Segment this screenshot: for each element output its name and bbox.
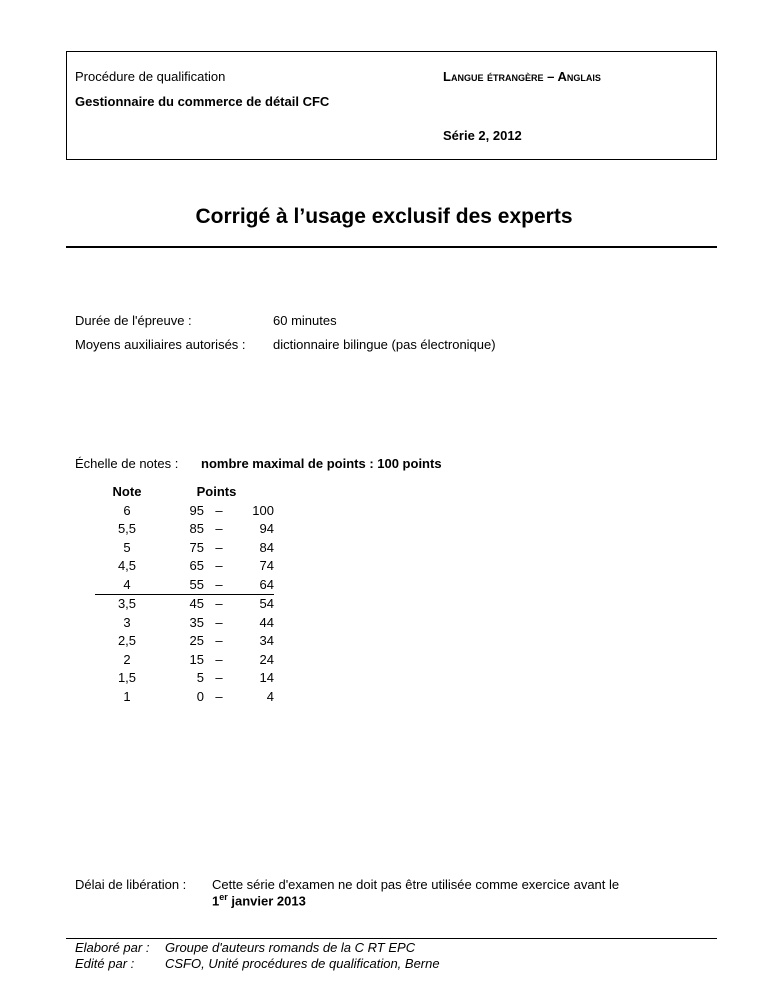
title-divider <box>66 246 717 248</box>
points-from: 95 <box>189 502 204 518</box>
points-dash: – <box>215 670 223 685</box>
points-to: 34 <box>259 633 274 648</box>
grade-row <box>95 614 274 633</box>
grade-note: 5 <box>123 539 131 555</box>
points-to: 14 <box>259 670 274 685</box>
edited-by-label: Edité par : <box>75 956 135 971</box>
points-dash: – <box>215 558 223 573</box>
grade-row <box>95 669 274 688</box>
grade-note: 2 <box>123 651 131 667</box>
grade-note: 4,5 <box>117 558 137 573</box>
points-dash: – <box>215 688 223 704</box>
grade-table <box>95 483 274 706</box>
points-from: 85 <box>189 521 204 536</box>
points-dash: – <box>215 576 223 592</box>
points-from: 0 <box>196 688 204 704</box>
grade-note: 6 <box>123 502 131 518</box>
grade-row <box>95 502 274 521</box>
points-dash: – <box>215 633 223 648</box>
points-from: 55 <box>189 576 204 592</box>
grade-note: 3 <box>123 614 131 630</box>
made-by-value: Groupe d'auteurs romands de la C RT EPC <box>165 940 416 955</box>
duration-label: Durée de l'épreuve : <box>75 313 192 328</box>
points-dash: – <box>215 539 223 555</box>
release-date <box>212 892 692 908</box>
grade-row <box>95 632 274 651</box>
edited-by-value: CSFO, Unité procédures de qualification, Berne <box>165 956 440 971</box>
aids-label: Moyens auxiliaires autorisés : <box>75 337 246 352</box>
points-from: 25 <box>189 633 204 648</box>
points-to: 4 <box>266 688 274 704</box>
points-dash: – <box>215 651 223 667</box>
points-from: 35 <box>189 614 204 630</box>
page-title: Corrigé à l’usage exclusif des experts <box>195 205 573 228</box>
points-to: 44 <box>259 614 274 630</box>
points-from: 45 <box>159 595 204 614</box>
scale-max: nombre maximal de points : 100 points <box>201 456 442 471</box>
grade-table-header <box>95 483 274 502</box>
duration-value: 60 minutes <box>273 313 337 328</box>
points-dash: – <box>215 502 223 518</box>
release-date-rest: janvier 2013 <box>227 893 306 909</box>
points-dash: – <box>215 521 223 536</box>
points-to: 94 <box>259 521 274 536</box>
procedure-label: Procédure de qualification <box>75 69 226 84</box>
release-date-day: 1 <box>212 893 220 909</box>
points-from: 5 <box>196 670 204 685</box>
grade-row <box>95 595 274 614</box>
grade-row <box>95 539 274 558</box>
points-to: 74 <box>259 558 274 573</box>
grade-note: 1 <box>123 688 131 704</box>
grade-row <box>95 651 274 670</box>
points-to: 100 <box>252 502 274 518</box>
subject-label: Langue étrangère – Anglais <box>443 69 601 84</box>
profession-label: Gestionnaire du commerce de détail CFC <box>75 94 330 109</box>
grade-row <box>95 576 274 595</box>
series-label: Série 2, 2012 <box>443 128 522 143</box>
release-text <box>212 877 692 908</box>
points-to: 54 <box>234 595 274 614</box>
grade-row <box>95 520 274 539</box>
points-to: 64 <box>259 576 274 592</box>
release-date-sup: er <box>219 892 228 902</box>
grade-row <box>95 557 274 576</box>
footer-divider <box>66 938 717 939</box>
grade-note: 3,5 <box>95 595 159 614</box>
release-label: Délai de libération : <box>75 877 187 892</box>
points-to: 24 <box>259 651 274 667</box>
grade-row <box>95 688 274 707</box>
scale-label: Échelle de notes : <box>75 456 179 471</box>
points-dash: – <box>204 595 234 614</box>
points-from: 15 <box>189 651 204 667</box>
points-dash: – <box>215 614 223 630</box>
aids-value: dictionnaire bilingue (pas électronique) <box>273 337 496 352</box>
points-from: 75 <box>189 539 204 555</box>
grade-note: 2,5 <box>117 633 137 648</box>
points-from: 65 <box>189 558 204 573</box>
grade-note: 1,5 <box>117 670 137 685</box>
grade-note: 5,5 <box>117 521 137 536</box>
col-note-header: Note <box>112 484 142 499</box>
grade-note: 4 <box>123 576 131 592</box>
points-to: 84 <box>259 539 274 555</box>
made-by-label: Elaboré par : <box>75 940 150 955</box>
col-points-header: Points <box>196 484 237 499</box>
release-sentence: Cette série d'examen ne doit pas être utilisée comme exercice avant le <box>212 877 620 892</box>
